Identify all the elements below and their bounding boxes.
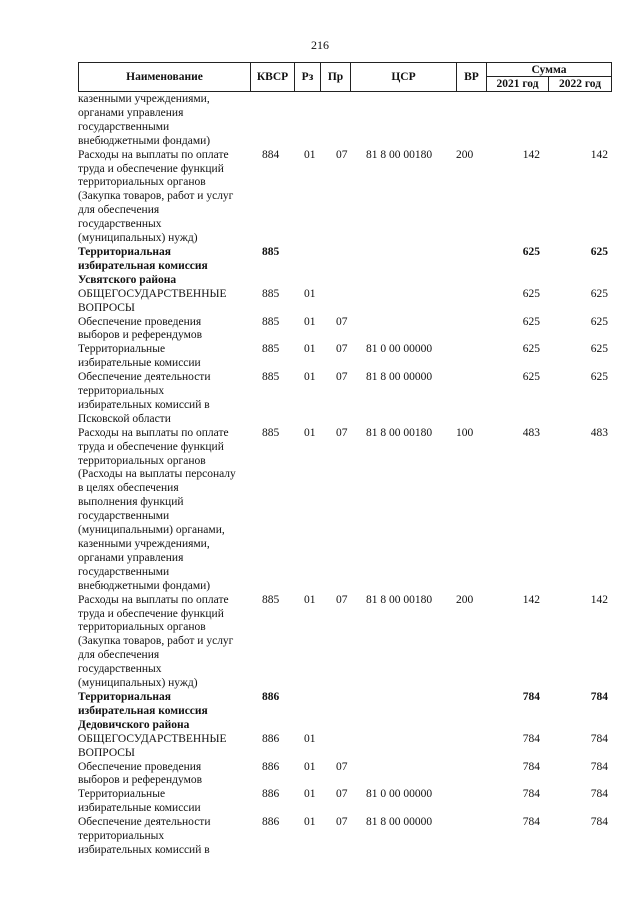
cell-2022: 625: [590, 245, 608, 258]
table-row: [78, 427, 612, 594]
cell-2021: 483: [522, 426, 540, 439]
table-row: [78, 594, 612, 691]
cell-2021: 784: [522, 760, 540, 773]
header-sum: Сумма: [487, 63, 611, 77]
cell-2021: 625: [522, 371, 540, 384]
cell-2022: 784: [590, 760, 608, 773]
cell-2021: 784: [522, 732, 540, 745]
cell-2022: 784: [590, 816, 608, 829]
cell-kvsr: 885: [262, 593, 280, 606]
cell-2022: 784: [590, 690, 608, 703]
cell-kvsr: 886: [262, 690, 280, 703]
cell-pr: 07: [336, 816, 348, 829]
cell-kvsr: 885: [262, 287, 280, 300]
table-row: [78, 288, 612, 316]
header-csr: ЦСР: [351, 63, 457, 91]
cell-csr: 81 8 00 00180: [366, 148, 433, 161]
header-vr: ВР: [457, 63, 487, 91]
cell-rz: 01: [304, 371, 316, 384]
table-header: [78, 62, 612, 92]
cell-2022: 784: [590, 788, 608, 801]
cell-kvsr: 886: [262, 788, 280, 801]
header-kvsr: КВСР: [251, 63, 295, 91]
cell-2021: 784: [522, 690, 540, 703]
table-row: [78, 93, 612, 149]
cell-2022: 784: [590, 732, 608, 745]
cell-pr: 07: [336, 760, 348, 773]
header-pr: Пр: [321, 63, 351, 91]
cell-csr: 81 0 00 00000: [366, 343, 433, 356]
cell-pr: 07: [336, 788, 348, 801]
cell-2021: 142: [522, 148, 540, 161]
table-body: [78, 93, 612, 858]
cell-name: Территориальные избирательные комиссии: [78, 343, 201, 370]
cell-pr: 07: [336, 148, 348, 161]
cell-2022: 625: [590, 287, 608, 300]
cell-2021: 784: [522, 788, 540, 801]
cell-2022: 483: [590, 426, 608, 439]
cell-rz: 01: [304, 343, 316, 356]
cell-rz: 01: [304, 760, 316, 773]
cell-rz: 01: [304, 593, 316, 606]
table-row: [78, 149, 612, 246]
cell-name: ОБЩЕГОСУДАРСТВЕННЫЕ ВОПРОСЫ: [78, 287, 227, 314]
cell-csr: 81 8 00 00180: [366, 426, 433, 439]
header-year-2021: 2021 год: [487, 77, 549, 91]
cell-kvsr: 886: [262, 760, 280, 773]
table-row: [78, 246, 612, 288]
cell-name: Территориальная избирательная комиссия Дедовичского района: [78, 690, 208, 731]
cell-name: Обеспечение проведения выборов и референдумов: [78, 315, 203, 342]
table-row: [78, 371, 612, 427]
table-row: [78, 691, 612, 733]
cell-rz: 01: [304, 287, 316, 300]
cell-2022: 625: [590, 371, 608, 384]
cell-2022: 142: [590, 148, 608, 161]
cell-pr: 07: [336, 343, 348, 356]
cell-kvsr: 885: [262, 245, 280, 258]
cell-rz: 01: [304, 732, 316, 745]
header-year-2022: 2022 год: [558, 78, 602, 90]
cell-name: Территориальные избирательные комиссии: [78, 788, 201, 815]
cell-rz: 01: [304, 148, 316, 161]
cell-kvsr: 885: [262, 426, 280, 439]
cell-kvsr: 886: [262, 732, 280, 745]
table-row: [78, 816, 612, 858]
cell-2021: 625: [522, 287, 540, 300]
table-row: [78, 761, 612, 789]
cell-pr: 07: [336, 315, 348, 328]
cell-name: Территориальная избирательная комиссия Усвятского района: [78, 245, 208, 286]
header-rz: Рз: [295, 63, 321, 91]
cell-csr: 81 0 00 00000: [366, 788, 433, 801]
cell-kvsr: 885: [262, 371, 280, 384]
cell-2021: 784: [522, 816, 540, 829]
cell-name: Обеспечение деятельности территориальных избирательных комиссий в Псковской области: [78, 371, 211, 425]
cell-vr: 200: [456, 148, 474, 161]
cell-2022: 625: [590, 343, 608, 356]
cell-name: Обеспечение проведения выборов и референдумов: [78, 760, 203, 787]
table-row: [78, 343, 612, 371]
cell-csr: 81 8 00 00180: [366, 593, 433, 606]
table-row: [78, 788, 612, 816]
cell-kvsr: 884: [262, 148, 280, 161]
cell-rz: 01: [304, 816, 316, 829]
page-number: 216: [311, 38, 329, 52]
cell-kvsr: 886: [262, 816, 280, 829]
cell-vr: 100: [456, 426, 474, 439]
cell-name: Расходы на выплаты по оплате труда и обеспечение функций территориальных органов (Расходы на выплаты персоналу в целях обеспечения выполнения функций государственными (муниципальными) органами, казенными учреждениями, органами управления государственными внебюджетными фондами): [78, 426, 236, 592]
cell-pr: 07: [336, 371, 348, 384]
cell-name: Расходы на выплаты по оплате труда и обеспечение функций территориальных органов (Закупка товаров, работ и услуг для обеспечения государственных (муниципальных) нужд): [78, 148, 234, 245]
cell-rz: 01: [304, 426, 316, 439]
cell-name: Обеспечение деятельности территориальных избирательных комиссий в: [78, 816, 211, 856]
cell-kvsr: 885: [262, 315, 280, 328]
cell-pr: 07: [336, 593, 348, 606]
cell-rz: 01: [304, 315, 316, 328]
cell-csr: 81 8 00 00000: [366, 371, 433, 384]
cell-name: казенными учреждениями, органами управления государственными внебюджетными фондами): [78, 93, 211, 147]
cell-kvsr: 885: [262, 343, 280, 356]
cell-2022: 625: [590, 315, 608, 328]
cell-pr: 07: [336, 426, 348, 439]
table-row: [78, 316, 612, 344]
cell-vr: 200: [456, 593, 474, 606]
cell-name: ОБЩЕГОСУДАРСТВЕННЫЕ ВОПРОСЫ: [78, 732, 227, 759]
cell-name: Расходы на выплаты по оплате труда и обеспечение функций территориальных органов (Закупка товаров, работ и услуг для обеспечения государственных (муниципальных) нужд): [78, 593, 234, 690]
cell-2021: 625: [522, 343, 540, 356]
cell-2021: 142: [522, 593, 540, 606]
cell-2021: 625: [522, 315, 540, 328]
cell-rz: 01: [304, 788, 316, 801]
header-name: Наименование: [79, 63, 251, 91]
cell-2022: 142: [590, 593, 608, 606]
table-row: [78, 733, 612, 761]
cell-csr: 81 8 00 00000: [366, 816, 433, 829]
cell-2021: 625: [522, 245, 540, 258]
